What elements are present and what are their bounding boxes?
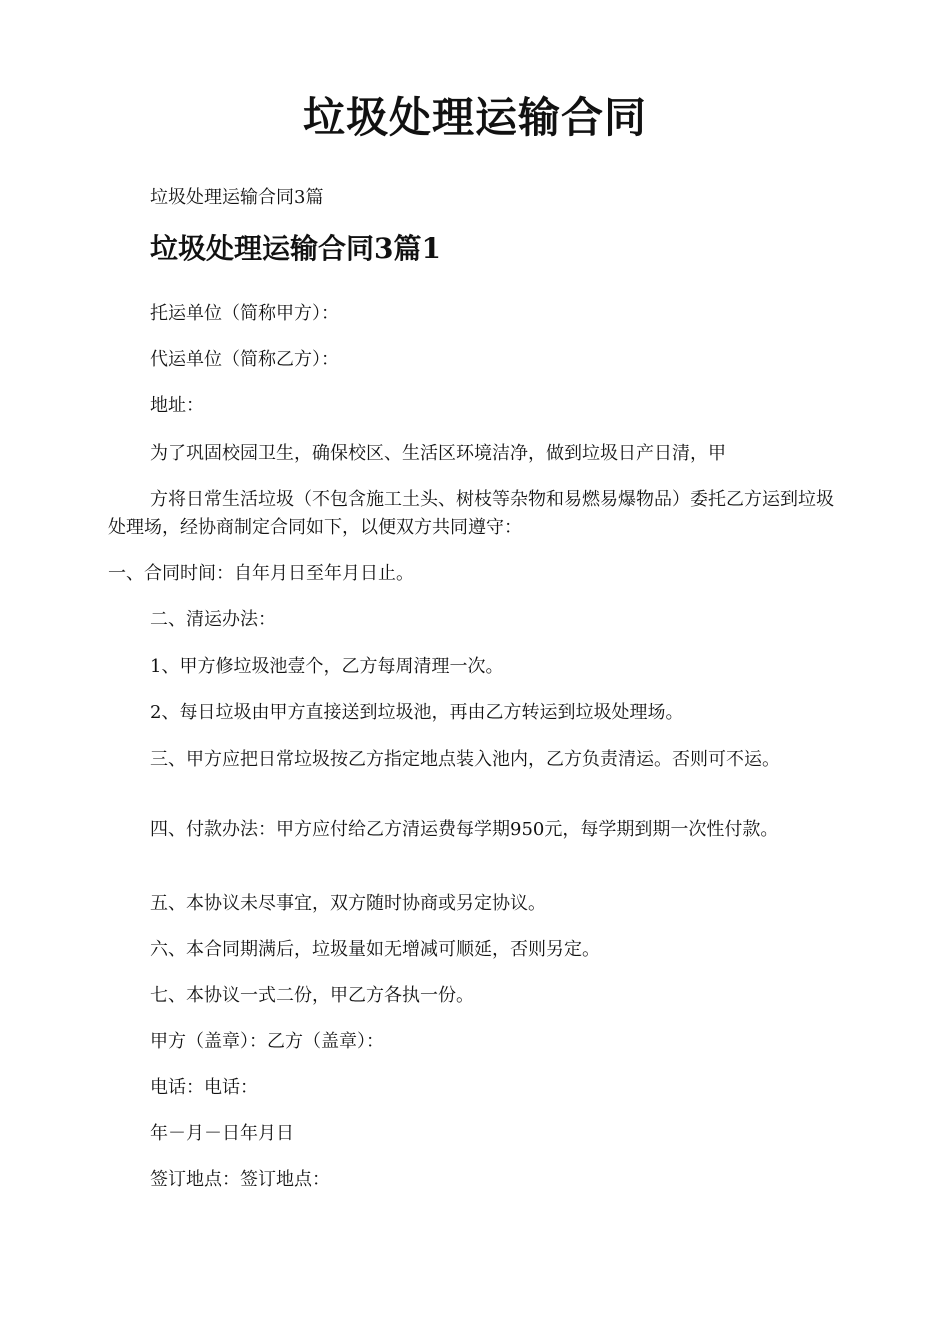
document-subtitle: 垃圾处理运输合同3篇 xyxy=(150,187,324,208)
paragraph-clause-4: 四、付款办法：甲方应付给乙方清运费每学期950元，每学期到期一次性付款。 xyxy=(150,819,779,840)
paragraph-address: 地址： xyxy=(150,395,204,416)
paragraph-phones: 电话：电话： xyxy=(150,1077,258,1098)
paragraph-signing-place: 签订地点：签订地点： xyxy=(150,1169,330,1190)
paragraph-seals: 甲方（盖章）：乙方（盖章）： xyxy=(150,1031,384,1052)
paragraph-clause-7: 七、本协议一式二份，甲乙方各执一份。 xyxy=(150,985,474,1006)
document-title: 垃圾处理运输合同 xyxy=(302,93,647,142)
section-heading: 垃圾处理运输合同3篇1 xyxy=(150,232,441,265)
paragraph-clause-1: 一、合同时间：自年月日至年月日止。 xyxy=(108,563,414,584)
paragraph-entrust: 方将日常生活垃圾（不包含施工土头、树枝等杂物和易燃易爆物品）委托乙方运到垃圾处理场，经协商制定合同如下，以便双方共同遵守： xyxy=(108,489,834,538)
paragraph-purpose: 为了巩固校园卫生，确保校区、生活区环境洁净，做到垃圾日产日清，甲 xyxy=(150,443,726,464)
paragraph-clause-6: 六、本合同期满后，垃圾量如无增减可顺延，否则另定。 xyxy=(150,939,600,960)
paragraph-clause-5: 五、本协议未尽事宜，双方随时协商或另定协议。 xyxy=(150,893,546,914)
paragraph-consignor: 托运单位（简称甲方）： xyxy=(150,303,339,324)
paragraph-clause-2-2: 2、每日垃圾由甲方直接送到垃圾池，再由乙方转运到垃圾处理场。 xyxy=(150,702,684,723)
paragraph-dates: 年－月－日年月日 xyxy=(150,1123,294,1144)
paragraph-clause-3: 三、甲方应把日常垃圾按乙方指定地点装入池内，乙方负责清运。否则可不运。 xyxy=(150,749,780,770)
paragraph-clause-2-1: 1、甲方修垃圾池壹个，乙方每周清理一次。 xyxy=(150,656,504,677)
paragraph-carrier: 代运单位（简称乙方）： xyxy=(150,349,339,370)
paragraph-clause-2: 二、清运办法： xyxy=(150,609,276,630)
